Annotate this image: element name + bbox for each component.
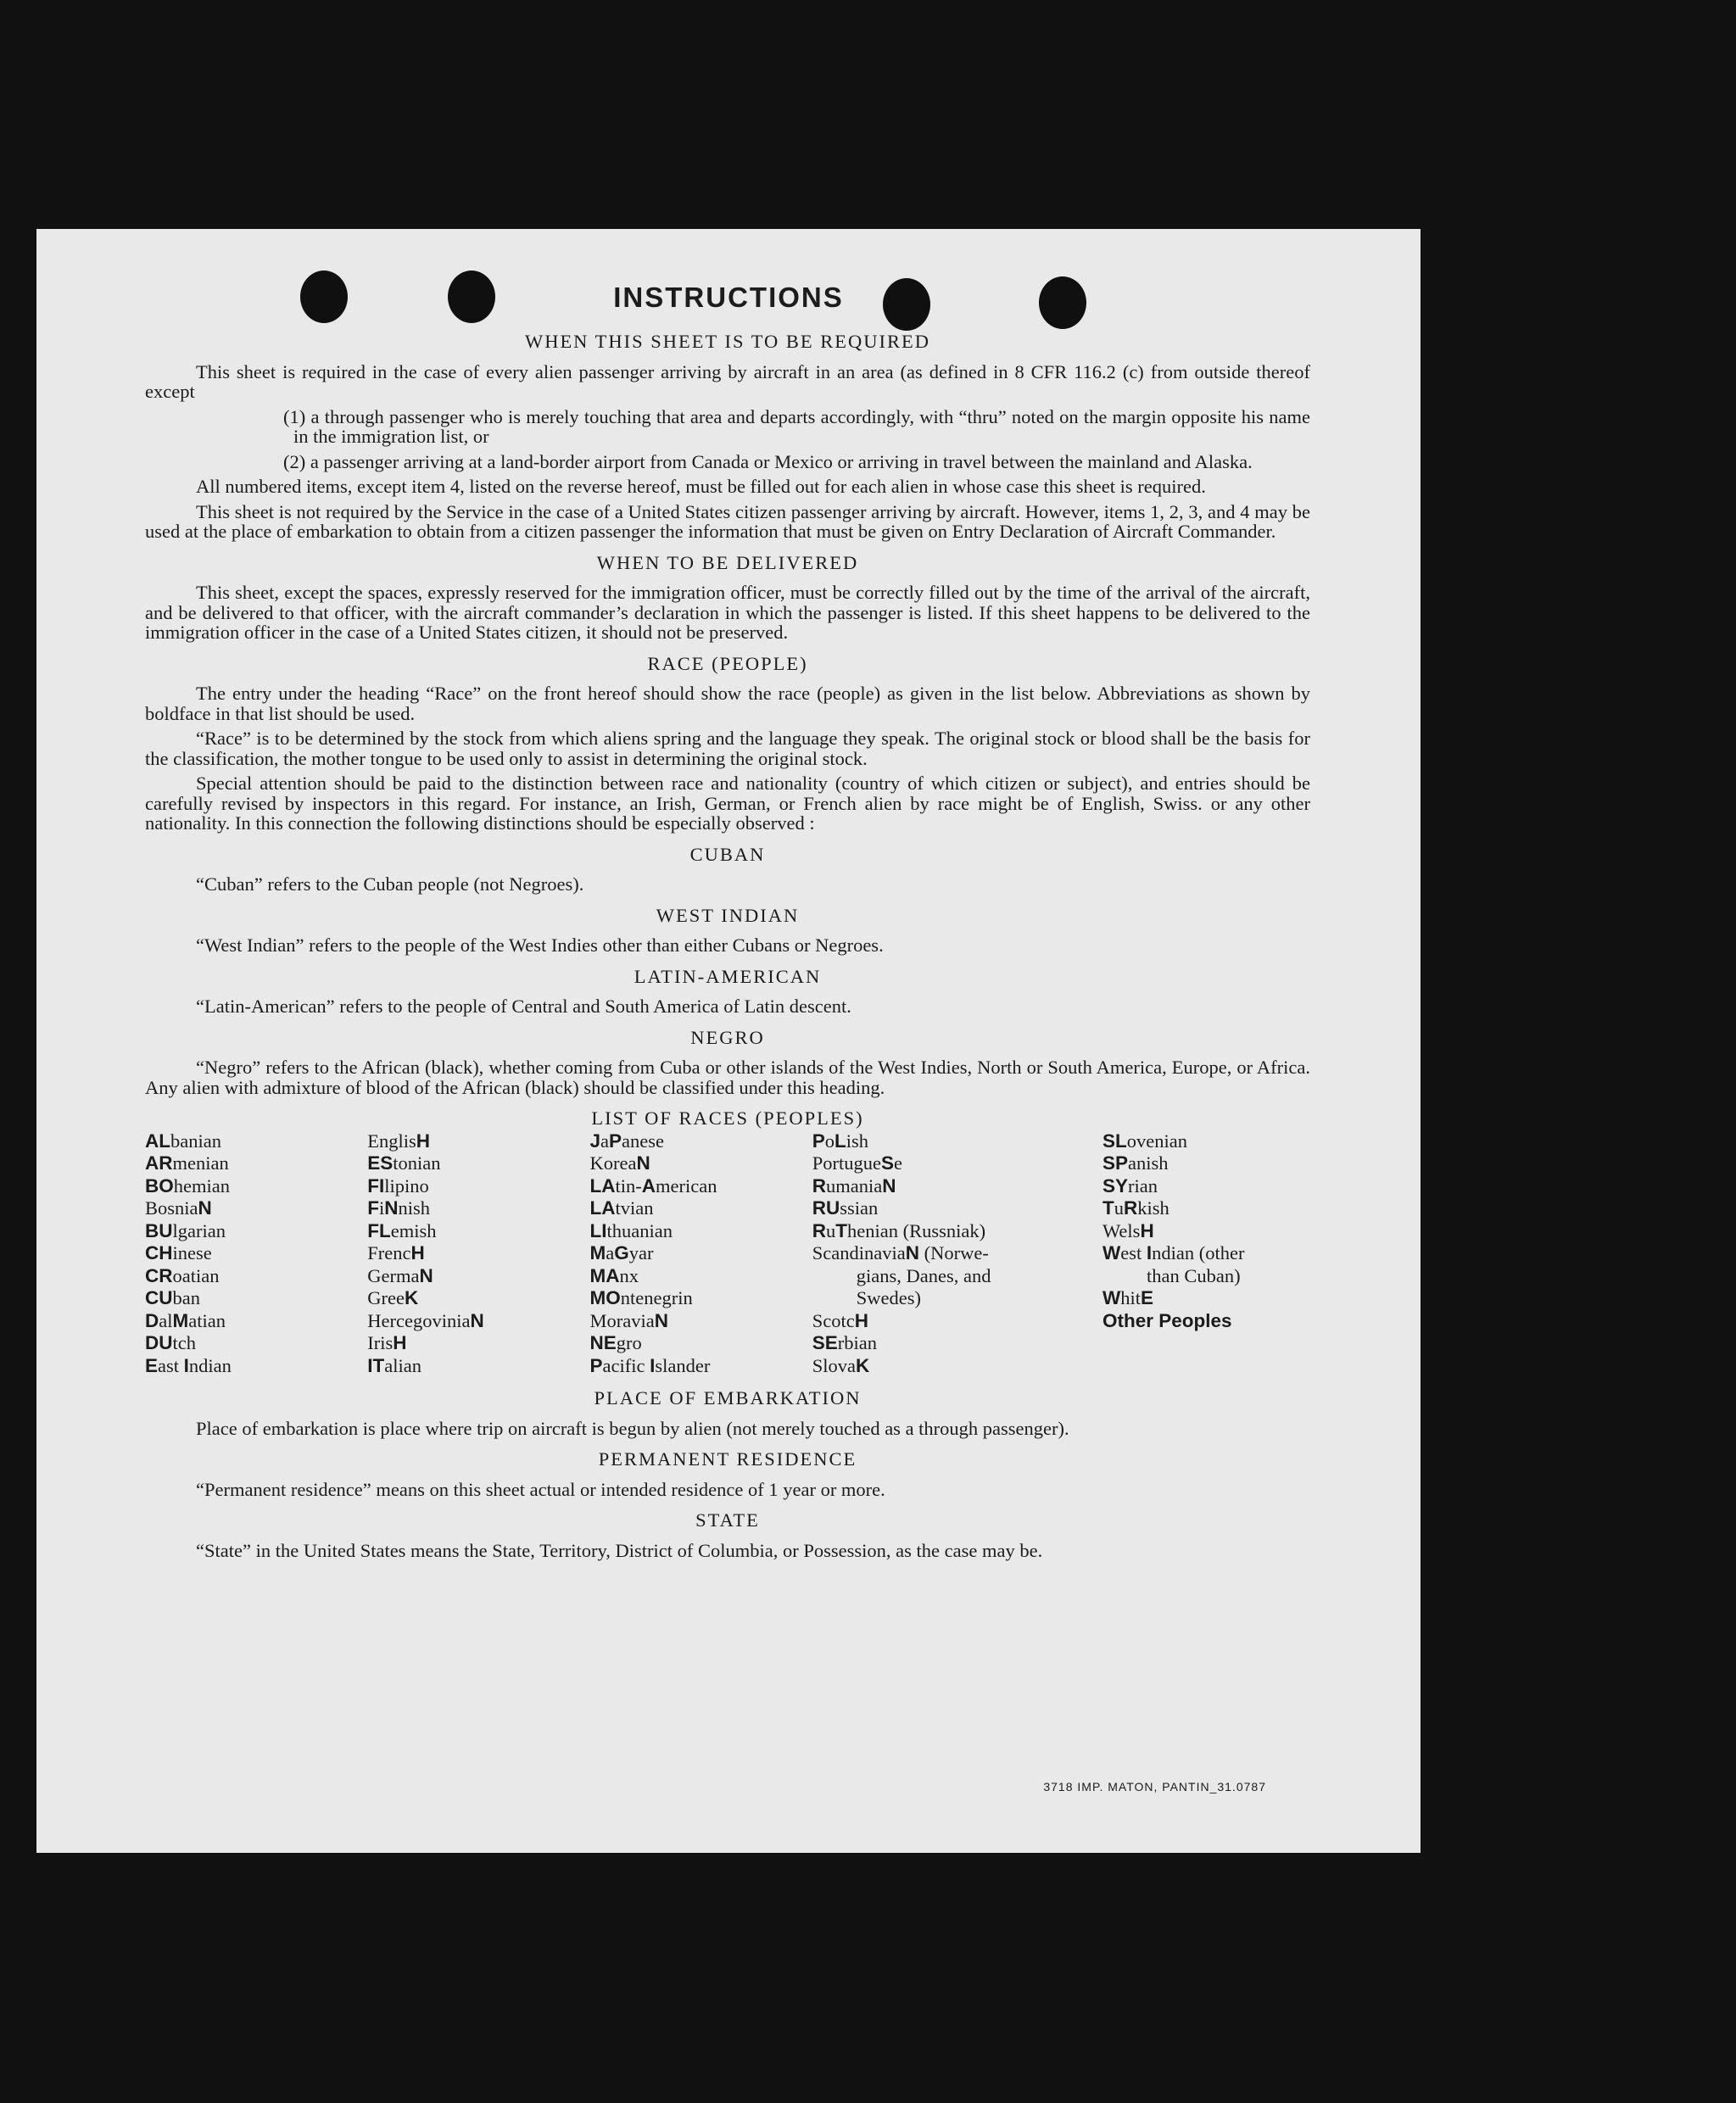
race-text: I	[650, 1354, 656, 1376]
race-text: anese	[622, 1130, 664, 1152]
section-heading: WHEN TO BE DELIVERED	[596, 551, 859, 573]
race-entry	[1102, 1152, 1310, 1175]
race-text: MO	[589, 1287, 621, 1308]
race-text: N	[882, 1174, 896, 1197]
race-text: u	[1114, 1197, 1124, 1219]
race-entry	[812, 1220, 1067, 1243]
race-text: N	[905, 1242, 919, 1263]
race-text: umania	[826, 1174, 883, 1197]
race-text: yar	[628, 1242, 654, 1263]
race-text: ban	[172, 1287, 200, 1308]
race-text: ssian	[840, 1197, 879, 1219]
race-entry	[145, 1242, 332, 1265]
race-text: N	[198, 1197, 212, 1219]
section-heading: WHEN THIS SHEET IS TO BE REQUIRED	[524, 331, 931, 352]
paragraph: The entry under the heading “Race” on the front hereof should show the race (people) as given in the list below. Abbreviations as shown by boldface in that list should be used.	[145, 683, 1310, 724]
race-text: D	[145, 1309, 159, 1331]
race-text: Iris	[367, 1332, 394, 1353]
paragraph: “Race” is to be determined by the stock from which aliens spring and the language they speak. The original stock or blood shall be the basis for the classification, the mother tongue to be used only to assist in determining the original stock.	[145, 728, 1310, 769]
race-text: Scandinavia	[812, 1242, 906, 1263]
race-entry	[367, 1152, 554, 1175]
race-text: AL	[145, 1130, 170, 1152]
section-heading: PLACE OF EMBARKATION	[594, 1387, 862, 1409]
race-text: H	[1140, 1219, 1154, 1241]
race-column	[812, 1130, 1067, 1378]
paragraph: “Permanent residence” means on this sheet actual or intended residence of 1 year or more.	[196, 1478, 885, 1500]
race-text: atian	[188, 1309, 226, 1331]
race-text: CH	[145, 1242, 173, 1263]
race-entry	[367, 1355, 554, 1378]
race-entry	[812, 1197, 1067, 1220]
race-text: lgarian	[172, 1219, 226, 1241]
race-text: a	[600, 1130, 610, 1152]
race-entry	[812, 1332, 1067, 1355]
section-heading: WEST INDIAN	[656, 904, 800, 926]
race-text: S	[881, 1152, 895, 1174]
paragraph: Place of embarkation is place where trip on aircraft is begun by alien (not merely touched as a through passenger).	[196, 1417, 1069, 1439]
paragraph: Special attention should be paid to the distinction between race and nationality (country of which citizen or subject), and entries should be carefully revised by inspectors in this regard. For instance, an Irish, German, or French alien by race might be of English, Swiss. or any other nationality. In this connection the following distinctions should be especially observed :	[145, 773, 1310, 834]
race-text: Moravia	[589, 1309, 655, 1331]
paragraph: This sheet is not required by the Service in the case of a United States citizen passenger arriving by aircraft. However, items 1, 2, 3, and 4 may be used at the place of embarkation to obtain from a citizen passenger the information that must be given on Entry Declaration of Aircraft Commander.	[145, 500, 1310, 542]
race-text: Hercegovinia	[367, 1309, 471, 1331]
paragraph: “Cuban” refers to the Cuban people (not Negroes).	[196, 873, 584, 895]
race-text: P	[609, 1130, 622, 1152]
race-entry	[1102, 1220, 1310, 1243]
race-text: rbian	[837, 1332, 877, 1353]
race-text: gians, Danes, and	[856, 1264, 991, 1286]
printer-imprint: 3718 IMP. MATON, PANTIN_31.0787	[1043, 1780, 1266, 1793]
race-text: ES	[367, 1152, 394, 1174]
race-text: SP	[1102, 1152, 1129, 1174]
race-entry	[367, 1310, 554, 1333]
page-title: INSTRUCTIONS	[613, 282, 844, 313]
race-entry	[590, 1130, 777, 1153]
race-text: G	[614, 1242, 629, 1263]
race-text: tvian	[615, 1197, 654, 1219]
race-text: M	[172, 1309, 189, 1331]
race-entry	[812, 1265, 1067, 1288]
race-text: tonian	[393, 1152, 441, 1174]
race-text: T	[835, 1219, 847, 1241]
race-text: hit	[1120, 1287, 1142, 1308]
paragraph: This sheet is required in the case of every alien passenger arriving by aircraft in an area (as defined in 8 CFR 116.2 (c) from outside thereof except	[145, 360, 1310, 402]
race-text: J	[589, 1130, 601, 1152]
race-text: hemian	[173, 1174, 230, 1197]
race-text: FI	[367, 1174, 385, 1197]
race-text: FL	[367, 1219, 391, 1241]
race-text: Bosnia	[145, 1197, 198, 1219]
paragraph: “Negro” refers to the African (black), whether coming from Cuba or other islands of the West Indies, North or South America, Europe, or Africa. Any alien with admixture of blood of the African (black) should be classified under this heading.	[145, 1057, 1310, 1098]
race-text: Englis	[367, 1130, 416, 1152]
race-text: Frenc	[367, 1242, 411, 1263]
race-text: ast	[158, 1354, 184, 1376]
paragraph: “Latin-American” refers to the people of Central and South America of Latin descent.	[196, 996, 851, 1017]
race-text: banian	[170, 1130, 221, 1152]
race-text: a	[606, 1242, 615, 1263]
race-text: e	[894, 1152, 903, 1174]
race-text: W	[1102, 1287, 1121, 1308]
race-entry	[367, 1242, 554, 1265]
race-entry	[590, 1242, 777, 1265]
race-text: SE	[812, 1332, 838, 1353]
race-text: BO	[145, 1174, 174, 1197]
race-entry	[145, 1220, 332, 1243]
race-text: P	[812, 1130, 825, 1152]
race-entry	[145, 1265, 332, 1288]
race-text: ndian (other	[1152, 1242, 1245, 1263]
race-text: RU	[812, 1197, 840, 1219]
race-entry	[1102, 1310, 1310, 1333]
race-entry	[590, 1152, 777, 1175]
race-text: M	[589, 1242, 606, 1263]
race-text: K	[856, 1354, 870, 1376]
race-text: gro	[616, 1332, 642, 1353]
race-entry	[1102, 1175, 1310, 1198]
race-entry	[812, 1130, 1067, 1153]
race-text: ndian	[188, 1354, 232, 1376]
race-text: anish	[1128, 1152, 1169, 1174]
race-text: Scotc	[812, 1309, 855, 1331]
race-entry	[1102, 1242, 1310, 1265]
race-column	[1102, 1130, 1310, 1378]
race-text: N	[470, 1309, 484, 1331]
race-text: rian	[1128, 1174, 1158, 1197]
race-entry	[590, 1355, 777, 1378]
race-text: o	[824, 1130, 835, 1152]
race-entry	[367, 1197, 554, 1220]
race-text: I	[1146, 1242, 1153, 1263]
race-text: BU	[145, 1219, 173, 1241]
race-text: W	[1102, 1242, 1121, 1263]
race-text: AR	[145, 1152, 173, 1174]
race-text: MA	[589, 1264, 620, 1286]
race-entry	[590, 1265, 777, 1288]
race-entry	[145, 1197, 332, 1220]
race-text: lipino	[384, 1174, 429, 1197]
race-text: kish	[1137, 1197, 1169, 1219]
race-text: slander	[655, 1354, 711, 1376]
race-text: CR	[145, 1264, 173, 1286]
section-heading: PERMANENT RESIDENCE	[598, 1448, 857, 1470]
race-entry	[590, 1197, 777, 1220]
race-entry	[590, 1175, 777, 1198]
race-text: L	[835, 1130, 846, 1152]
race-text: nx	[619, 1264, 639, 1286]
race-text: F	[367, 1197, 379, 1219]
race-text: E	[1141, 1287, 1154, 1308]
list-item: (2) a passenger arriving at a land-border airport from Canada or Mexico or arriving in travel between the mainland and Alaska.	[283, 450, 1253, 472]
race-entry	[145, 1287, 332, 1310]
race-text: (Norwe-	[918, 1242, 989, 1263]
race-text: than Cuban)	[1147, 1264, 1241, 1286]
race-column	[590, 1130, 777, 1378]
race-entry	[145, 1355, 332, 1378]
race-entry	[367, 1265, 554, 1288]
section-heading: LIST OF RACES (PEOPLES)	[591, 1107, 864, 1129]
race-text: emish	[390, 1219, 437, 1241]
race-text: ovenian	[1126, 1130, 1187, 1152]
race-text: acific	[602, 1354, 650, 1376]
section-heading: CUBAN	[689, 843, 766, 865]
race-text: Germa	[367, 1264, 420, 1286]
race-text: ntenegrin	[620, 1287, 693, 1308]
race-text: Slova	[812, 1354, 857, 1376]
race-text: est	[1120, 1242, 1147, 1263]
race-text: inese	[172, 1242, 212, 1263]
paragraph: All numbered items, except item 4, listed on the reverse hereof, must be filled out for each alien in whose case this sheet is required.	[196, 476, 1206, 497]
race-entry	[367, 1332, 554, 1355]
race-text: A	[641, 1174, 656, 1197]
race-text: henian (Russniak)	[847, 1219, 986, 1241]
race-entry	[1102, 1130, 1310, 1153]
instruction-sheet	[36, 229, 1421, 1853]
race-text: N	[654, 1309, 668, 1331]
race-entry	[812, 1152, 1067, 1175]
race-text: IT	[367, 1354, 385, 1376]
race-text: menian	[172, 1152, 229, 1174]
paragraph: “State” in the United States means the State, Territory, District of Columbia, or Possession, as the case may be.	[196, 1539, 1043, 1561]
race-entry	[812, 1355, 1067, 1378]
race-text: i	[379, 1197, 385, 1219]
race-text: N	[419, 1264, 433, 1286]
race-entry	[367, 1130, 554, 1153]
race-text: Korea	[589, 1152, 637, 1174]
race-text: alian	[384, 1354, 421, 1376]
race-entry	[1102, 1197, 1310, 1220]
section-heading: NEGRO	[690, 1026, 765, 1048]
race-text: N	[384, 1197, 399, 1219]
race-entry	[812, 1175, 1067, 1198]
race-text: H	[410, 1242, 425, 1263]
race-text: CU	[145, 1287, 173, 1308]
race-text: H	[854, 1309, 868, 1331]
race-entry	[367, 1287, 554, 1310]
race-entry	[590, 1332, 777, 1355]
race-text: oatian	[172, 1264, 220, 1286]
race-text: thuanian	[606, 1219, 673, 1241]
race-text: tin-	[615, 1174, 642, 1197]
race-entry	[145, 1175, 332, 1198]
race-entry	[590, 1310, 777, 1333]
race-column	[367, 1130, 554, 1378]
race-entry	[812, 1287, 1067, 1310]
race-text: R	[812, 1174, 826, 1197]
section-heading: LATIN-AMERICAN	[634, 965, 822, 987]
section-heading: RACE (PEOPLE)	[647, 652, 808, 674]
paragraph: This sheet, except the spaces, expressly reserved for the immigration officer, must be correctly filled out by the time of the arrival of the aircraft, and be delivered to that officer, with the aircraft commander’s declaration in which the passenger is listed. If this sheet happens to be delivered to the immigration officer in the case of a United States citizen, it should not be preserved.	[145, 582, 1310, 643]
instructions-body	[145, 321, 1310, 1565]
race-entry	[145, 1310, 332, 1333]
race-text: H	[393, 1332, 407, 1353]
race-entry	[812, 1310, 1067, 1333]
race-text: Gree	[367, 1287, 405, 1308]
race-list	[145, 1130, 1310, 1378]
race-text: K	[404, 1287, 419, 1308]
race-text: Other Peoples	[1102, 1309, 1232, 1331]
race-entry	[367, 1175, 554, 1198]
race-text: SY	[1102, 1174, 1129, 1197]
race-text: LA	[589, 1197, 616, 1219]
race-text: T	[1102, 1197, 1114, 1219]
race-entry	[367, 1220, 554, 1243]
race-entry	[590, 1287, 777, 1310]
race-text: al	[159, 1309, 173, 1331]
race-text: merican	[656, 1174, 717, 1197]
race-text: u	[826, 1219, 836, 1241]
race-text: R	[812, 1219, 826, 1241]
race-text: R	[1124, 1197, 1138, 1219]
race-entry	[145, 1130, 332, 1153]
race-entry	[590, 1220, 777, 1243]
race-text: tch	[172, 1332, 196, 1353]
section-heading: STATE	[695, 1509, 760, 1531]
race-text: LI	[589, 1219, 607, 1241]
race-text: P	[589, 1354, 603, 1376]
race-entry	[145, 1152, 332, 1175]
race-text: I	[183, 1354, 189, 1376]
race-entry	[1102, 1265, 1310, 1288]
list-item: (1) a through passenger who is merely touching that area and departs accordingly, with “thru” noted on the margin opposite his name in the immigration list, or	[283, 405, 1310, 447]
race-text: Portugue	[812, 1152, 881, 1174]
race-text: N	[636, 1152, 650, 1174]
race-column	[145, 1130, 332, 1378]
race-text: DU	[145, 1332, 173, 1353]
race-text: LA	[589, 1174, 616, 1197]
race-entry	[812, 1242, 1067, 1265]
paragraph: “West Indian” refers to the people of the West Indies other than either Cubans or Negroes.	[196, 934, 884, 956]
race-text: Swedes)	[856, 1287, 921, 1308]
race-entry	[145, 1332, 332, 1355]
race-text: Wels	[1102, 1219, 1141, 1241]
race-text: nish	[398, 1197, 431, 1219]
race-text: E	[145, 1354, 159, 1376]
race-text: ish	[846, 1130, 869, 1152]
race-text: SL	[1102, 1130, 1127, 1152]
race-text: H	[416, 1130, 431, 1152]
race-text: NE	[589, 1332, 617, 1353]
race-entry	[1102, 1287, 1310, 1310]
